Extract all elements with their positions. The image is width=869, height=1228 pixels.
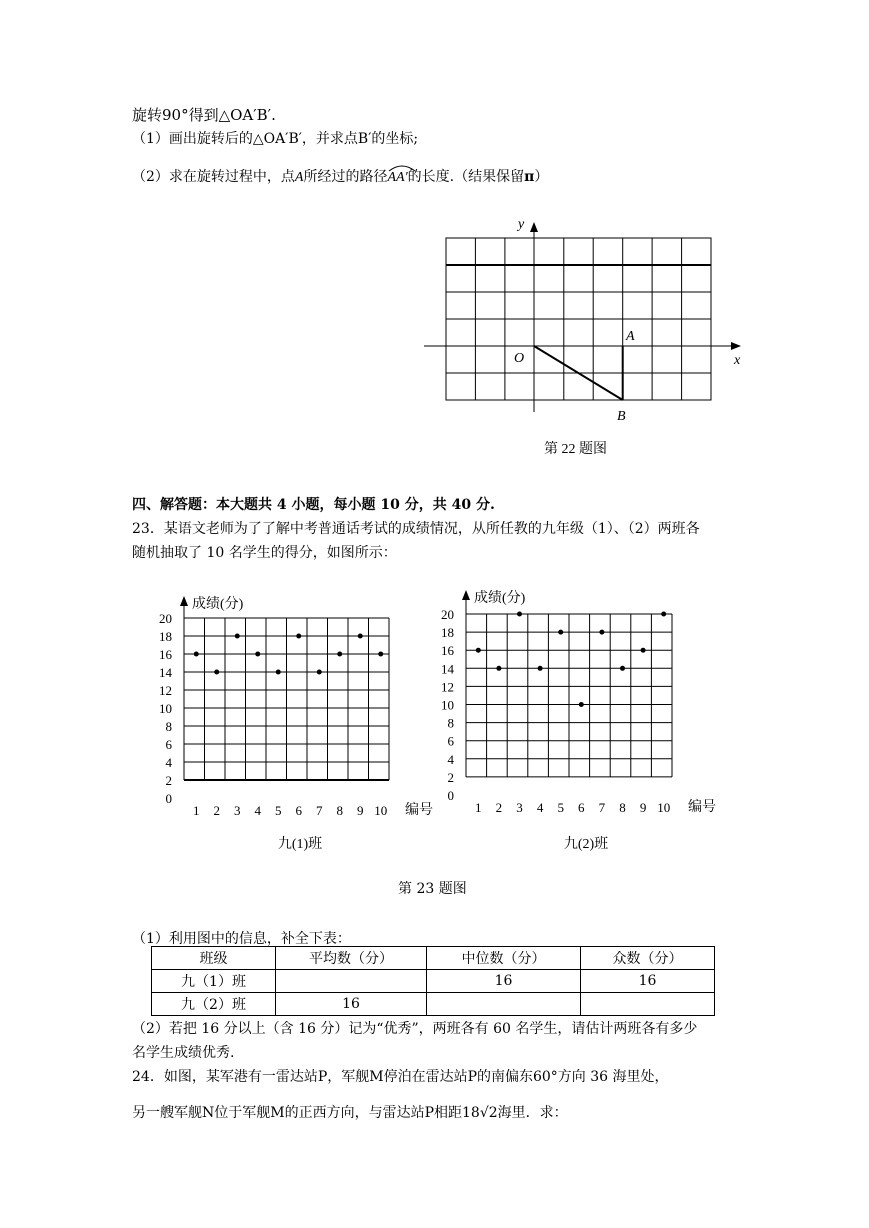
x-tick-label: 3 — [234, 803, 241, 818]
data-point — [317, 670, 322, 675]
data-point — [558, 630, 563, 635]
data-point — [296, 634, 301, 639]
x-tick-label: 1 — [475, 800, 482, 815]
x-tick-label: 4 — [536, 800, 544, 815]
x-tick-label: 8 — [619, 800, 626, 815]
q22-sub2-a: （2）求在旋转过程中，点 — [132, 169, 295, 185]
q22-figure — [0, 0, 869, 470]
y-tick-label: 8 — [165, 719, 172, 734]
x-tick-label: 10 — [657, 800, 671, 815]
x-axis-arrow-icon — [731, 342, 741, 350]
data-point — [496, 666, 501, 671]
q23-sub1: （1）利用图中的信息，补全下表： — [132, 931, 351, 947]
q23-text2: 随机抽取了 10 名学生的得分，如图所示： — [132, 545, 397, 561]
y-tick-label: 12 — [159, 683, 172, 698]
data-point — [599, 630, 604, 635]
x-axis-label: 编号 — [688, 800, 716, 815]
x-tick-label: 1 — [193, 803, 200, 818]
y-axis-label: 成绩(分) — [474, 591, 526, 606]
table-header-cell: 平均数（分） — [276, 947, 427, 970]
y-tick-label: 14 — [159, 665, 172, 680]
y-axis-arrow-icon — [180, 596, 188, 606]
q23-text1: 23．某语文老师为了了解中考普通话考试的成绩情况，从所任教的九年级（1）、（2）两班各 — [132, 521, 700, 537]
y-tick-label: 8 — [447, 715, 454, 731]
table-cell — [581, 993, 715, 1016]
y-tick-label: 2 — [165, 773, 172, 788]
x-tick-label: 5 — [557, 800, 564, 815]
table-header-row — [152, 947, 715, 970]
chart-title: 九(1)班 — [277, 837, 323, 852]
q22-grid — [446, 238, 711, 400]
x-tick-label: 4 — [254, 803, 261, 818]
y-tick-label: 18 — [159, 629, 172, 644]
y-tick-label: 10 — [159, 701, 172, 716]
q24-line1: 24．如图，某军港有一雷达站P，军舰M停泊在雷达站P的南偏东60°方向 36 海里处， — [132, 1069, 669, 1085]
data-point — [194, 652, 199, 657]
x-tick-label: 8 — [336, 803, 343, 818]
q22-caption: 第 22 题图 — [544, 442, 607, 457]
q22-line1: 旋转90°得到△OA′B′. — [132, 106, 276, 124]
data-point — [661, 612, 666, 617]
chart-title: 九(2)班 — [563, 837, 609, 852]
y-tick-label: 10 — [441, 697, 454, 713]
table-cell: 16 — [427, 970, 581, 993]
data-point — [620, 666, 625, 671]
y-axis-arrow-icon — [530, 222, 538, 232]
y-tick-label: 0 — [165, 791, 172, 806]
q23-table — [151, 946, 715, 1016]
q23-sub2-line1: （2）若把 16 分以上（含 16 分）记为“优秀”，两班各有 60 名学生，请估计两班各有多少 — [132, 1021, 698, 1037]
y-axis-arrow-icon — [462, 590, 470, 600]
data-point — [214, 670, 219, 675]
table-cell: 九（2）班 — [152, 993, 276, 1016]
table-row — [152, 993, 715, 1016]
q23-charts — [0, 580, 869, 900]
q22-sub2-arc: AA′ — [387, 170, 407, 186]
data-point — [276, 670, 281, 675]
data-point — [476, 648, 481, 653]
label-O: O — [514, 351, 525, 366]
table-header-cell: 众数（分） — [581, 947, 715, 970]
q23-sub2-line2: 名学生成绩优秀. — [132, 1045, 235, 1061]
x-tick-label: 6 — [295, 803, 302, 818]
y-tick-label: 0 — [447, 788, 454, 803]
q22-sub2-point: A — [294, 170, 304, 185]
y-axis-label: 成绩(分) — [192, 597, 244, 612]
x-tick-label: 10 — [374, 803, 388, 818]
y-tick-label: 12 — [441, 679, 454, 695]
x-tick-label: 5 — [275, 803, 282, 818]
y-tick-label: 4 — [447, 751, 454, 767]
table-cell — [276, 970, 427, 993]
label-x: x — [734, 353, 741, 368]
x-tick-label: 6 — [578, 800, 585, 815]
data-point — [579, 702, 584, 707]
label-y: y — [518, 217, 525, 232]
data-point — [235, 634, 240, 639]
data-point — [641, 648, 646, 653]
y-tick-label: 2 — [447, 769, 454, 785]
q22-sub2-c: 的长度.（结果保留 — [407, 169, 525, 185]
table-cell: 九（1）班 — [152, 970, 276, 993]
data-point — [358, 634, 363, 639]
x-axis-label: 编号 — [405, 803, 433, 818]
data-point — [337, 652, 342, 657]
x-tick-label: 9 — [357, 803, 364, 818]
table-cell: 16 — [276, 993, 427, 1016]
label-B: B — [617, 409, 626, 424]
table-cell: 16 — [581, 970, 715, 993]
y-tick-label: 20 — [441, 607, 454, 622]
table-header-cell: 中位数（分） — [427, 947, 581, 970]
y-tick-label: 6 — [447, 733, 454, 749]
y-tick-label: 20 — [159, 611, 172, 626]
q22-sub2-b: 所经过的路径 — [303, 169, 388, 185]
table-row — [152, 970, 715, 993]
table-cell — [427, 993, 581, 1016]
x-tick-label: 7 — [316, 803, 323, 818]
q23-caption: 第 23 题图 — [398, 881, 467, 897]
y-tick-label: 16 — [159, 647, 172, 662]
data-point — [378, 652, 383, 657]
x-tick-label: 9 — [639, 800, 647, 815]
table-header-cell: 班级 — [152, 947, 276, 970]
y-tick-label: 6 — [165, 737, 172, 752]
y-tick-label: 14 — [441, 661, 454, 677]
q22-sub2-d: ） — [534, 169, 549, 185]
y-tick-label: 4 — [165, 755, 172, 770]
data-point — [538, 666, 543, 671]
x-tick-label: 2 — [495, 800, 503, 815]
section4-heading: 四、解答题：本大题共 4 小题，每小题 10 分，共 40 分. — [132, 497, 495, 513]
q22-sub1: （1）画出旋转后的△OA′B′，并求点B′的坐标; — [132, 131, 419, 147]
y-tick-label: 16 — [441, 643, 454, 659]
data-point — [255, 652, 260, 657]
x-tick-label: 2 — [213, 803, 220, 818]
x-tick-label: 3 — [516, 800, 523, 815]
y-tick-label: 18 — [441, 625, 454, 641]
data-point — [517, 612, 522, 617]
q22-sub2-pi: π — [524, 169, 535, 185]
label-A: A — [626, 329, 635, 344]
x-tick-label: 7 — [598, 800, 606, 815]
q24-line2: 另一艘军舰N位于军舰M的正西方向，与雷达站P相距18√2海里．求： — [132, 1105, 568, 1121]
